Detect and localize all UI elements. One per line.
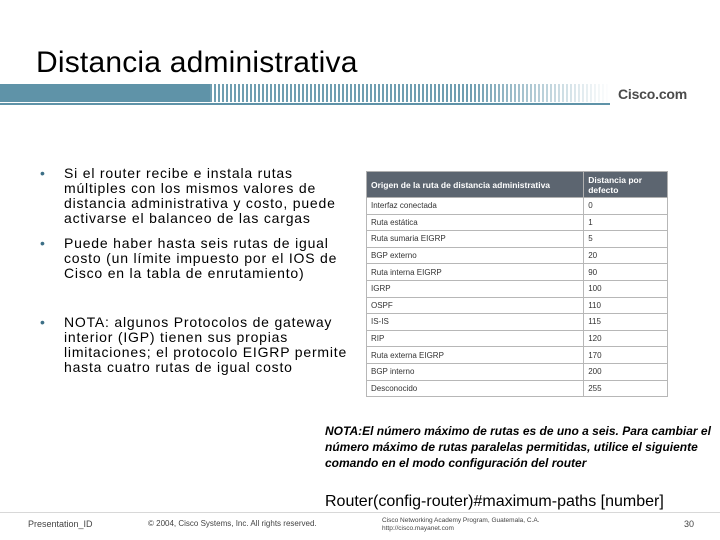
bullet-text: Puede haber hasta seis rutas de igual costo (un límite impuesto por el IOS de Cisco en la tabla de enrutamiento) bbox=[64, 235, 338, 281]
bullet-text: Si el router recibe e instala rutas múltiples con los mismos valores de distancia administrativa y costo, puede activarse el balanceo de las cargas bbox=[64, 165, 336, 226]
default-distance: 120 bbox=[584, 330, 668, 347]
default-distance: 255 bbox=[584, 380, 668, 397]
default-distance: 5 bbox=[584, 231, 668, 248]
footer-academy-name: Cisco Networking Academy Program, Guatemala, C.A. bbox=[382, 517, 540, 524]
route-source: RIP bbox=[367, 330, 584, 347]
default-distance: 90 bbox=[584, 264, 668, 281]
route-source: BGP externo bbox=[367, 247, 584, 264]
route-source: BGP interno bbox=[367, 363, 584, 380]
route-source: Ruta externa EIGRP bbox=[367, 347, 584, 364]
table-row bbox=[367, 198, 668, 215]
cisco-logo: Cisco.com bbox=[618, 86, 687, 102]
table-row bbox=[367, 264, 668, 281]
table-header-source: Origen de la ruta de distancia administrativa bbox=[367, 172, 584, 198]
note-text: NOTA:El número máximo de rutas es de uno a seis. Para cambiar el número máximo de rutas paralelas permitidas, utilice el siguiente comando en el modo configuración del router bbox=[325, 424, 711, 470]
footer-copyright: © 2004, Cisco Systems, Inc. All rights reserved. bbox=[148, 519, 317, 528]
default-distance: 110 bbox=[584, 297, 668, 314]
table-row bbox=[367, 214, 668, 231]
route-source: Interfaz conectada bbox=[367, 198, 584, 215]
bullet-list bbox=[40, 166, 352, 375]
page-number: 30 bbox=[684, 519, 695, 529]
default-distance: 1 bbox=[584, 214, 668, 231]
default-distance: 170 bbox=[584, 347, 668, 364]
footer-academy bbox=[382, 517, 572, 533]
default-distance: 0 bbox=[584, 198, 668, 215]
default-distance: 115 bbox=[584, 314, 668, 331]
command-text: Router(config-router)#maximum-paths [number] bbox=[325, 493, 664, 510]
route-source: Ruta estática bbox=[367, 214, 584, 231]
table-row bbox=[367, 380, 668, 397]
bullet-item bbox=[40, 315, 352, 375]
table-row bbox=[367, 330, 668, 347]
table-row bbox=[367, 314, 668, 331]
header-decorative-bar bbox=[0, 84, 720, 102]
slide-title: Distancia administrativa bbox=[36, 46, 358, 79]
route-source: Ruta interna EIGRP bbox=[367, 264, 584, 281]
route-source: IGRP bbox=[367, 280, 584, 297]
footer-academy-url: http://cisco.mayanet.com bbox=[382, 525, 454, 532]
table-row bbox=[367, 297, 668, 314]
footer-divider bbox=[0, 512, 720, 513]
bullet-dot-icon: • bbox=[40, 235, 46, 251]
bullet-dot-icon: • bbox=[40, 314, 46, 330]
table-row bbox=[367, 347, 668, 364]
footer-presentation-id: Presentation_ID bbox=[28, 519, 93, 529]
table-row bbox=[367, 231, 668, 248]
default-distance: 100 bbox=[584, 280, 668, 297]
route-source: Desconocido bbox=[367, 380, 584, 397]
admin-distance-table bbox=[366, 171, 668, 393]
table-row bbox=[367, 247, 668, 264]
table-row bbox=[367, 363, 668, 380]
table-header-distance: Distancia por defecto bbox=[584, 172, 668, 198]
bullet-item bbox=[40, 166, 352, 226]
bullet-dot-icon: • bbox=[40, 165, 46, 181]
bullet-item bbox=[40, 236, 352, 281]
table-row bbox=[367, 280, 668, 297]
default-distance: 200 bbox=[584, 363, 668, 380]
route-source: OSPF bbox=[367, 297, 584, 314]
bullet-text: NOTA: algunos Protocolos de gateway interior (IGP) tienen sus propias limitaciones; el protocolo EIGRP permite hasta cuatro rutas de igual costo bbox=[64, 314, 348, 375]
route-source: IS-IS bbox=[367, 314, 584, 331]
default-distance: 20 bbox=[584, 247, 668, 264]
route-source: Ruta sumaria EIGRP bbox=[367, 231, 584, 248]
